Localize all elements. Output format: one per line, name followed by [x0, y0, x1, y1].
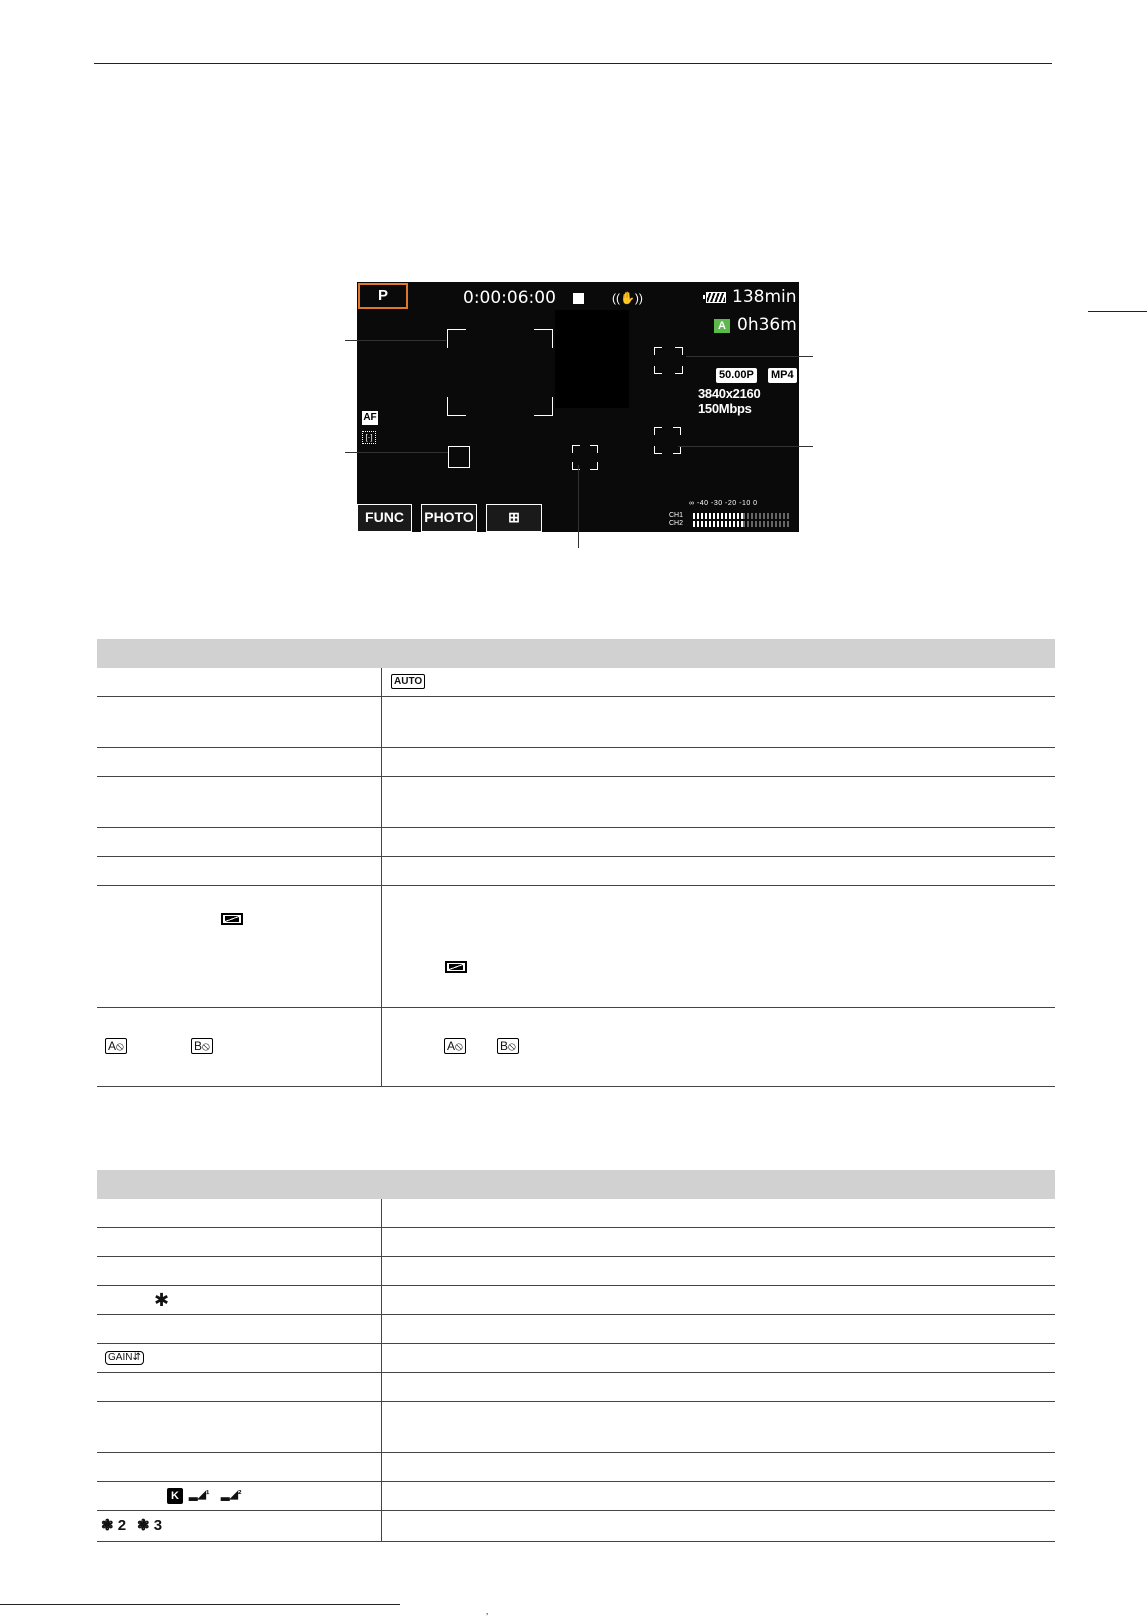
- table-2: [97, 1170, 1055, 1542]
- kelvin-icon: K: [167, 1488, 183, 1504]
- table-row: [97, 1482, 1055, 1511]
- table-row: [97, 886, 1055, 1008]
- table-row: [97, 668, 1055, 697]
- header-rule: [94, 63, 1052, 64]
- table-row: [97, 1402, 1055, 1453]
- audio-ch2-label: CH2: [669, 520, 684, 527]
- callout-line-4: [678, 446, 813, 447]
- audio-level-meter: [667, 500, 799, 532]
- callout-line-2: [345, 452, 448, 453]
- shooting-mode-button[interactable]: P: [358, 283, 408, 309]
- card-a-error-icon: A⦸: [105, 1038, 127, 1054]
- asterisk-icon: ✱: [154, 1290, 170, 1310]
- table-row: [97, 828, 1055, 857]
- audio-ch2-bars: [693, 521, 791, 527]
- touch-af-button[interactable]: ⊞: [486, 504, 542, 532]
- frame-rate-badge: 50.00P: [716, 368, 757, 383]
- table-row: [97, 1511, 1055, 1542]
- card-slot-a-icon: A: [714, 319, 730, 333]
- card-remaining-time: 0h36m: [737, 315, 797, 335]
- record-standby-icon: [573, 293, 584, 304]
- table-row: [97, 1286, 1055, 1315]
- timecode: 0:00:06:00: [463, 288, 556, 308]
- battery-exhausted-icon: [221, 913, 243, 925]
- table-row: [97, 697, 1055, 748]
- custom-wb-2-icon: ▂◢²: [221, 1489, 242, 1501]
- auto-icon: AUTO: [391, 674, 425, 689]
- image-stabilizer-icon: ((✋)): [612, 291, 643, 305]
- card-a-error-icon: A⦸: [444, 1038, 466, 1054]
- side-tab-rule: [1088, 311, 1147, 312]
- scene-dark-patch: [555, 310, 629, 408]
- table-row: [97, 748, 1055, 777]
- callout-line-5: [578, 465, 579, 548]
- af-frame: [448, 446, 470, 468]
- gain-limit-icon: GAIN⇵: [105, 1351, 144, 1365]
- table-2-header: [97, 1170, 1055, 1199]
- audio-scale: ∞ -40 -30 -20 -10 0: [689, 500, 758, 507]
- table-row: [97, 1373, 1055, 1402]
- table-row: [97, 1228, 1055, 1257]
- table-1-header: [97, 639, 1055, 668]
- resolution-bitrate: 3840x2160 150Mbps: [698, 386, 761, 416]
- table-row: [97, 777, 1055, 828]
- footer-rule: [0, 1604, 400, 1605]
- look-3-icon: ❃ 3: [137, 1517, 163, 1534]
- table-row: [97, 1199, 1055, 1228]
- photo-button[interactable]: PHOTO: [421, 504, 477, 532]
- card-b-error-icon: B⦸: [497, 1038, 519, 1054]
- battery-remaining: 138min: [732, 287, 797, 307]
- table-row: [97, 1453, 1055, 1482]
- battery-icon: [706, 292, 726, 303]
- af-mode-icon: AF: [363, 412, 377, 423]
- face-detection-icon: [·]: [362, 431, 376, 444]
- table-row: [97, 857, 1055, 886]
- callout-line-3: [686, 356, 813, 357]
- audio-ch1-bars: [693, 513, 791, 519]
- table-row: [97, 1344, 1055, 1373]
- table-row: [97, 1257, 1055, 1286]
- card-b-error-icon: B⦸: [191, 1038, 213, 1054]
- table-row: [97, 1315, 1055, 1344]
- func-button[interactable]: FUNC: [357, 504, 412, 532]
- audio-ch1-label: CH1: [669, 512, 684, 519]
- callout-line-1: [345, 340, 446, 341]
- file-format-badge: MP4: [768, 368, 797, 383]
- footer-mark: ’: [486, 1612, 489, 1623]
- custom-wb-1-icon: ▂◢¹: [189, 1489, 210, 1501]
- table-row: [97, 1008, 1055, 1087]
- table-1: [97, 639, 1055, 1087]
- battery-exhausted-icon: [445, 961, 467, 973]
- look-2-icon: ❃ 2: [101, 1517, 127, 1534]
